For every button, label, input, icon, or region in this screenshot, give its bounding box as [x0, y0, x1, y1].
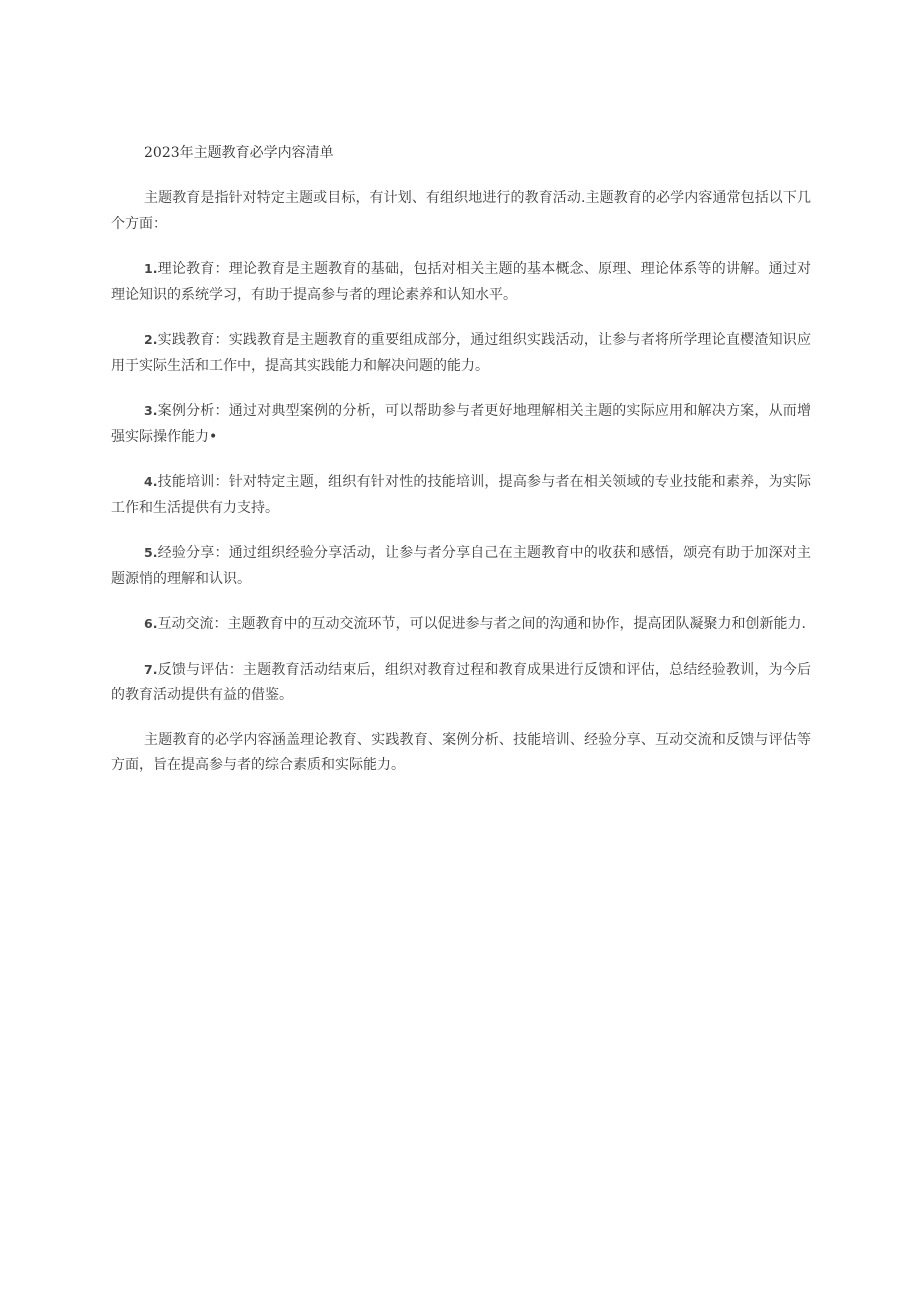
item-number: 1.: [144, 261, 158, 276]
list-item: [111, 657, 811, 709]
item-text: 技能培训：针对特定主题，组织有针对性的技能培训，提高参与者在相关领域的专业技能和素养，为实际工作和生活提供有力支持。: [111, 474, 811, 516]
item-number: 6.: [144, 616, 158, 631]
item-text: 反馈与评估：主题教育活动结束后，组织对教育过程和教育成果进行反馈和评估，总结经验教训，为今后的教育活动提供有益的借鉴。: [111, 661, 811, 703]
list-item: [111, 327, 811, 379]
item-number: 2.: [144, 332, 158, 347]
item-number: 5.: [144, 545, 158, 560]
list-item: [111, 398, 811, 450]
item-text: 理论教育：理论教育是主题教育的基础，包括对相关主题的基本概念、原理、理论体系等的讲解。通过对理论知识的系统学习，有助于提高参与者的理论素养和认知水平。: [111, 261, 811, 303]
item-text: 案例分析：通过对典型案例的分析，可以帮助参与者更好地理解相关主题的实际应用和解决方案，从而增强实际操作能力•: [111, 403, 811, 445]
item-text: 互动交流：主题教育中的互动交流环节，可以促进参与者之间的沟通和协作，提高团队凝聚力和创新能力.: [157, 616, 806, 632]
list-item: [111, 256, 811, 308]
item-number: 7.: [144, 661, 158, 677]
item-number: 3.: [144, 403, 158, 418]
item-text: 实践教育：实践教育是主题教育的重要组成部分，通过组织实践活动，让参与者将所学理论直樱渣知识应用于实际生活和工作中，提高其实践能力和解决问题的能力。: [111, 332, 811, 374]
document-title: 2023年主题教育必学内容清单: [144, 145, 334, 161]
conclusion-paragraph: 主题教育的必学内容涵盖理论教育、实践教育、案例分析、技能培训、经验分享、互动交流和反馈与评估等方面，旨在提高参与者的综合素质和实际能力。: [111, 731, 811, 773]
list-item: [111, 469, 811, 521]
intro-paragraph: 主题教育是指针对特定主题或目标，有计划、有组织地进行的教育活动.主题教育的必学内容通常包括以下几个方面：: [111, 190, 811, 232]
document-page: [111, 140, 811, 798]
item-number: 4.: [144, 474, 158, 489]
list-item: [111, 611, 811, 638]
list-item: [111, 540, 811, 592]
item-text: 经验分享：通过组织经验分享活动，让参与者分享自己在主题教育中的收获和感悟，颂亮有助于加深对主题源悄的理解和认识。: [111, 545, 811, 587]
